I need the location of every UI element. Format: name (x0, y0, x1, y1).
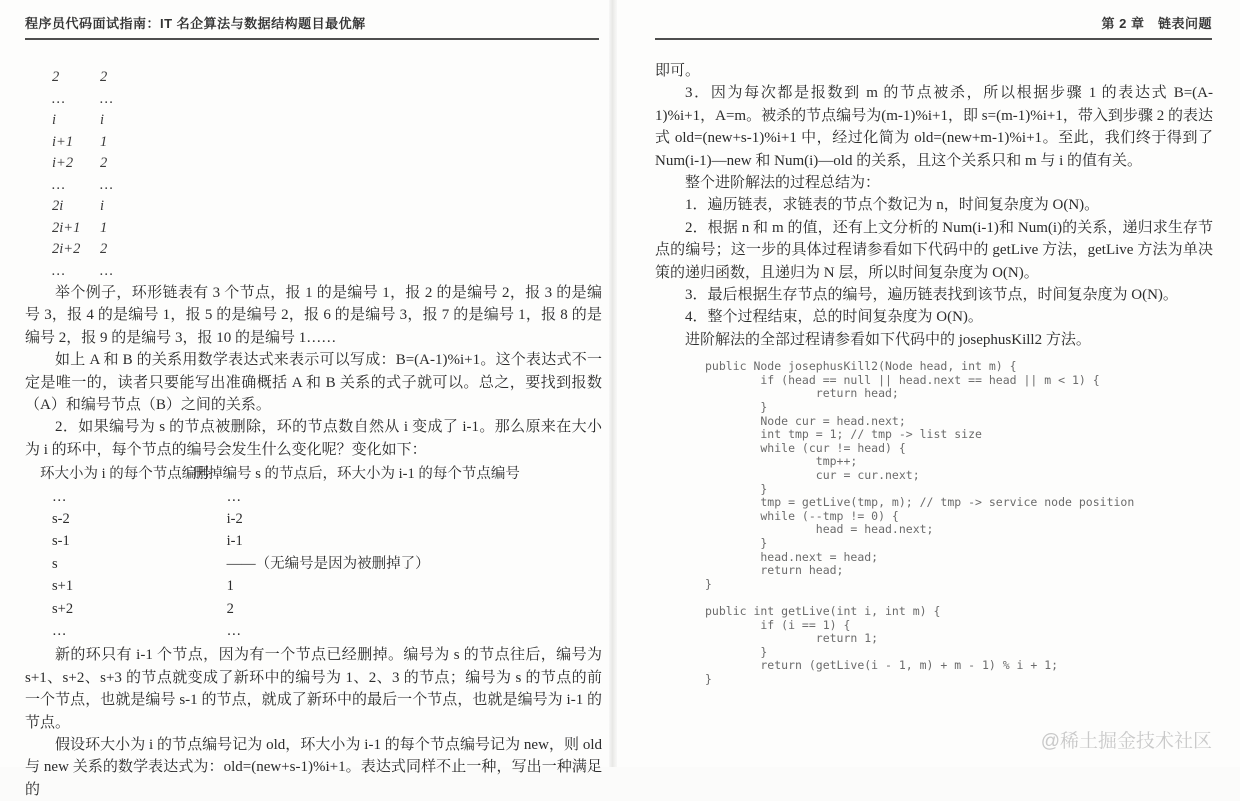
left-running-head-text: 程序员代码面试指南：IT 名企算法与数据结构题目最优解 (25, 16, 366, 31)
count-table-col1: i+2 (52, 155, 74, 171)
count-table-row (52, 89, 113, 111)
code-line: head.next = head; (705, 549, 879, 564)
count-table-col1: … (52, 90, 65, 107)
code-line: } (705, 671, 712, 686)
code-line: public int getLive(int i, int m) { (705, 603, 941, 618)
code-line: return (getLive(i - 1, m) + m - 1) % i + 1; (705, 658, 1059, 673)
code-line: if (i == 1) { (705, 617, 851, 632)
code-line (705, 591, 1213, 605)
count-table-col2: 1 (100, 133, 108, 150)
count-table-col1: i+1 (52, 133, 74, 150)
mapping-row-col2: 2 (226, 600, 234, 617)
right-paragraphs (655, 60, 1213, 351)
left-body-text (25, 282, 602, 801)
paragraph: 假设环大小为 i 的节点编号记为 old，环大小为 i-1 的每个节点编号记为 new，则 old 与 new 关系的数学表达式为：old=(new+s-1)%i+1。表达式同样不止一种，写出一种满足的 (25, 737, 602, 798)
mapping-row-col2: … (226, 622, 242, 639)
mapping-row-col2: i-1 (226, 533, 243, 550)
count-table-col1: … (52, 262, 65, 279)
code-line: while (cur != head) { (705, 440, 906, 455)
code-line: public Node josephusKill2(Node head, int m) { (705, 359, 1017, 374)
count-table-row (52, 132, 113, 154)
mapping-table-row (25, 530, 602, 552)
code-line: } (705, 481, 768, 496)
count-table-col2: 1 (100, 219, 108, 236)
mapping-row-col2: ——（无编号是因为被删掉了） (226, 555, 430, 572)
code-line: tmp = getLive(tmp, m); // tmp -> service node position (705, 495, 1135, 510)
code-line: int tmp = 1; // tmp -> list size (705, 427, 982, 442)
paragraph: 3．最后根据生存节点的编号，遍历链表找到该节点，时间复杂度为 O(N)。 (685, 287, 1178, 304)
count-table-col2: 2 (100, 241, 108, 257)
mapping-header-col1: 环大小为 i 的每个节点编号 (40, 466, 211, 483)
mapping-row-col1: … (52, 622, 67, 639)
mapping-row-col2: i-2 (226, 511, 243, 528)
mapping-row-col1: … (52, 488, 67, 505)
code-line: Node cur = head.next; (705, 413, 906, 428)
code-line: tmp++; (705, 454, 858, 469)
count-table-col1: 2 (52, 69, 60, 85)
mapping-table-header (25, 463, 602, 485)
code-line: } (705, 400, 768, 415)
code-line: return head; (705, 386, 899, 401)
paragraph: 即可。 (655, 63, 701, 79)
count-table-row (52, 239, 113, 261)
code-block (705, 360, 1213, 686)
count-table-row (52, 110, 113, 132)
paragraph: 2．如果编号为 s 的节点被删除，环的节点数自然从 i 变成了 i-1。那么原来在大小为 i 的环中，每个节点的编号会发生什么变化呢？变化如下： (25, 419, 602, 458)
code-line: } (705, 644, 768, 659)
count-table-col2: … (100, 176, 113, 193)
paragraph: 4．整个过程结束，总的时间复杂度为 O(N)。 (685, 309, 983, 326)
mapping-row-col1: s+2 (52, 600, 74, 617)
count-table-col1: 2i (52, 198, 64, 214)
count-table-col1: 2i+1 (52, 219, 81, 236)
paragraph: 举个例子，环形链表有 3 个节点，报 1 的是编号 1，报 2 的是编号 2，报 3 的是编号 3，报 4 的是编号 1，报 5 的是编号 2，报 6 的是编号 3，报 7 的是编号 1，报 8 的是编号 2，报 9 的是编号 3，报 10 的是编号 1…… (25, 285, 602, 346)
watermark: @稀土掘金技术社区 (1040, 731, 1212, 752)
count-table-row (52, 218, 113, 240)
count-table-col2: i (100, 112, 105, 128)
count-table-row (52, 67, 113, 89)
count-table-col2: 2 (100, 155, 108, 171)
left-running-head (25, 13, 599, 40)
count-table-col2: … (100, 262, 113, 279)
mapping-table-row (25, 553, 602, 575)
mapping-table-row (25, 598, 602, 620)
code-line: return 1; (705, 631, 879, 646)
count-table-col1: 2i+2 (52, 241, 81, 257)
code-line: cur = cur.next; (705, 468, 920, 483)
mapping-row-col2: … (226, 488, 242, 505)
code-line: while (--tmp != 0) { (705, 508, 899, 523)
count-table-col2: … (100, 90, 113, 107)
mapping-row-col1: s+1 (52, 578, 74, 595)
count-table-col1: i (52, 112, 57, 128)
page-divider (609, 0, 617, 767)
code-line: } (705, 576, 712, 591)
paragraph: 整个进阶解法的过程总结为： (685, 175, 881, 192)
count-table-row (52, 153, 113, 175)
count-table-col1: … (52, 176, 65, 193)
mapping-table-row (25, 486, 602, 508)
right-running-head-text: 第 2 章 链表问题 (1101, 16, 1212, 31)
paragraph: 新的环只有 i-1 个节点，因为有一个节点已经删掉。编号为 s 的节点往后，编号为 s+1、s+2、s+3 的节点就变成了新环中的编号为 1、2、3 的节点；编号为 s 的节点的前一个节点，也就是编号 s-1 的节点，就成了新环中的最后一个节点，也就是编号为 i-1 的节点。 (25, 647, 602, 731)
paragraph: 进阶解法的全部过程请参看如下代码中的 josephusKill2 方法。 (685, 331, 1091, 348)
mapping-row-col1: s-1 (52, 533, 70, 550)
mapping-row-col1: s-2 (52, 511, 70, 528)
paragraph: 如上 A 和 B 的关系用数学表达式来表示可以写成：B=(A-1)%i+1。这个表达式不一定是唯一的，读者只要能写出准确概括 A 和 B 关系的式子就可以。总之，要找到报数（A）和编号节点（B）之间的关系。 (25, 352, 602, 414)
mapping-header-col2: 删掉编号 s 的节点后，环大小为 i-1 的每个节点编号 (193, 466, 520, 483)
count-table-col2: 2 (100, 69, 108, 85)
code-line: } (705, 536, 768, 550)
count-table-col2: i (100, 198, 105, 214)
mapping-row-col2: 1 (226, 578, 234, 595)
mapping-table-rows (25, 486, 602, 643)
paragraph: 2．根据 n 和 m 的值，还有上文分析的 Num(i-1)和 Num(i)的关系，递归求生存节点的编号；这一步的具体过程请参看如下代码中的 getLive 方法，getLive 方法为单决策的递归函数，且递归为 N 层，所以时间复杂度为 O(N)。 (655, 219, 1213, 281)
code-line: head = head.next; (705, 522, 934, 537)
mapping-row-col1: s (52, 555, 58, 572)
count-table-row (52, 196, 113, 218)
left-paragraphs-bottom (25, 644, 602, 801)
paragraph: 3．因为每次都是报数到 m 的节点被杀，所以根据步骤 1 的表达式 B=(A-1)%i+1，A=m。被杀的节点编号为(m-1)%i+1，即 s=(m-1)%i+1，带入到步骤 2 的表达式 old=(new+s-1)%i+1 中，经过化简为 old=(new+m-1)%i+1。至此，我们终于得到了 Num(i-1)—new 和 Num(i)—old 的关系，且这个关系只和 m 与 i 的值有关。 (655, 85, 1213, 169)
mapping-table-row (25, 620, 602, 642)
right-body-text (655, 60, 1213, 687)
mapping-table (25, 463, 602, 642)
count-table-row (52, 175, 113, 197)
count-table-row (52, 261, 113, 283)
mapping-table-row (25, 508, 602, 530)
code-line: if (head == null || head.next == head || m < 1) { (705, 372, 1100, 387)
code-line: return head; (705, 563, 844, 578)
count-table (52, 67, 113, 282)
mapping-table-row (25, 575, 602, 597)
left-paragraphs-top (25, 282, 602, 461)
right-running-head (655, 13, 1212, 40)
paragraph: 1．遍历链表，求链表的节点个数记为 n，时间复杂度为 O(N)。 (685, 197, 1100, 214)
